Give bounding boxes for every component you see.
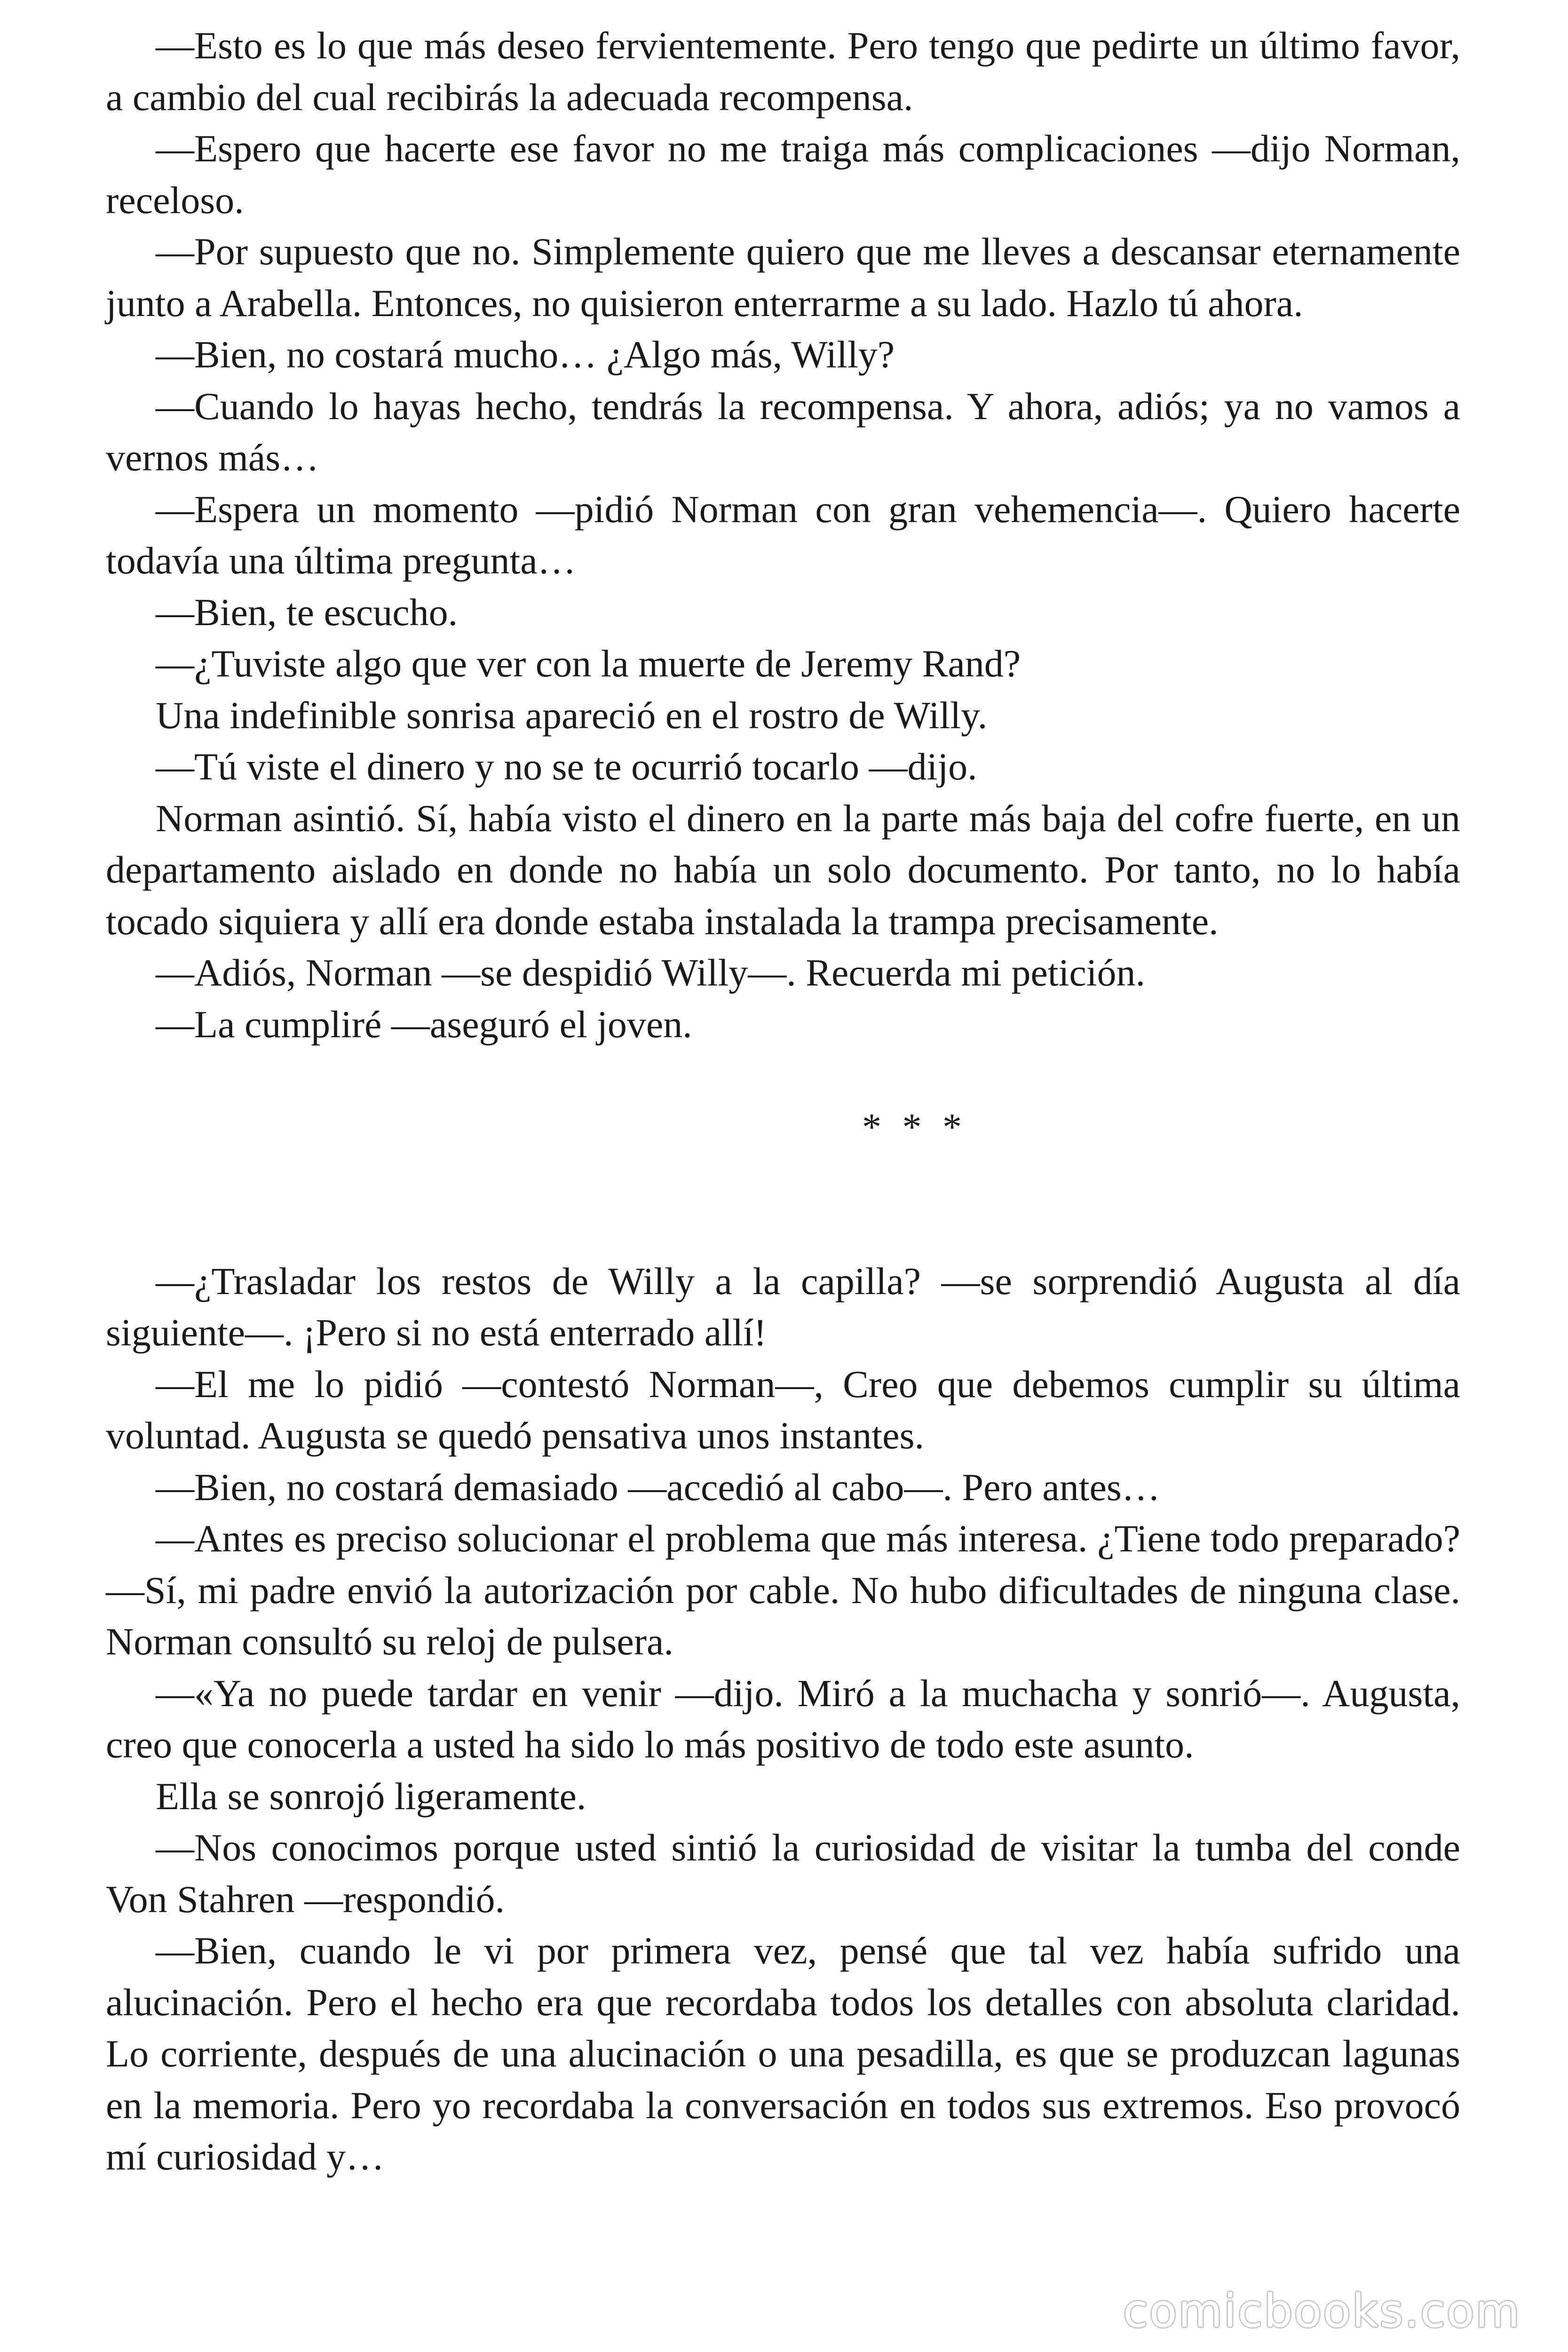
- paragraph: Una indefinible sonrisa apareció en el rostro de Willy.: [156, 693, 988, 737]
- paragraph: —Por supuesto que no. Simplemente quiero que me lleves a descansar eternamente junto a Arabella. Entonces, no quisieron enterrarme a su lado. Hazlo tú ahora.: [106, 230, 1460, 325]
- paragraph: —Antes es preciso solucionar el problema que más interesa. ¿Tiene todo preparado? —Sí, mi padre envió la autorización por cable. No hubo dificultades de ninguna clase. Norman consultó su reloj de pulsera.: [106, 1517, 1460, 1663]
- paragraph: —«Ya no puede tardar en venir —dijo. Miró a la muchacha y sonrió—. Augusta, creo que conocerla a usted ha sido lo más positivo de todo este asunto.: [106, 1671, 1460, 1766]
- paragraph: —Esto es lo que más deseo fervientemente. Pero tengo que pedirte un último favor, a cambio del cual recibirás la adecuada recompensa.: [106, 24, 1460, 119]
- section-separator: * * *: [862, 1105, 967, 1148]
- paragraph: Norman asintió. Sí, había visto el dinero en la parte más baja del cofre fuerte, en un departamento aislado en donde no había un solo documento. Por tanto, no lo había tocado siquiera y allí era donde estaba instalada la trampa precisamente.: [106, 796, 1460, 943]
- paragraph: —Bien, no costará demasiado —accedió al cabo—. Pero antes…: [156, 1465, 1160, 1509]
- paragraph: Ella se sonrojó ligeramente.: [156, 1774, 586, 1818]
- paragraph: —Bien, cuando le vi por primera vez, pensé que tal vez había sufrido una alucinación. Pero el hecho era que recordaba todos los detalles con absoluta claridad. Lo corriente, después de una alucinación o una pesadilla, es que se produzcan lagunas en la memoria. Pero yo recordaba la conversación en todos sus extremos. Eso provocó mí curiosidad y…: [106, 1929, 1460, 2178]
- book-page: [106, 20, 1460, 2183]
- paragraph: —Adiós, Norman —se despidió Willy—. Recuerda mi petición.: [156, 951, 1146, 994]
- paragraph: —Cuando lo hayas hecho, tendrás la recompensa. Y ahora, adiós; ya no vamos a vernos más…: [106, 384, 1460, 479]
- paragraph: —¿Trasladar los restos de Willy a la capilla? —se sorprendió Augusta al día siguiente—. ¡Pero si no está enterrado allí!: [106, 1259, 1460, 1354]
- paragraph: —Espera un momento —pidió Norman con gran vehemencia—. Quiero hacerte todavía una última pregunta…: [106, 487, 1460, 582]
- paragraph: —¿Tuviste algo que ver con la muerte de Jeremy Rand?: [156, 642, 1021, 685]
- paragraph: —El me lo pidió —contestó Norman—, Creo que debemos cumplir su última voluntad. Augusta se quedó pensativa unos instantes.: [106, 1362, 1460, 1457]
- paragraph: —Nos conocimos porque usted sintió la curiosidad de visitar la tumba del conde Von Stahren —respondió.: [106, 1826, 1460, 1921]
- paragraph: —La cumpliré —aseguró el joven.: [156, 1002, 692, 1046]
- paragraph: —Bien, te escucho.: [156, 590, 458, 634]
- paragraph: —Bien, no costará mucho… ¿Algo más, Willy?: [156, 333, 895, 376]
- paragraph: —Espero que hacerte ese favor no me traiga más complicaciones —dijo Norman, receloso.: [106, 127, 1460, 222]
- watermark: comicbooks.com: [1123, 2285, 1521, 2337]
- paragraph: —Tú viste el dinero y no se te ocurrió tocarlo —dijo.: [156, 745, 977, 788]
